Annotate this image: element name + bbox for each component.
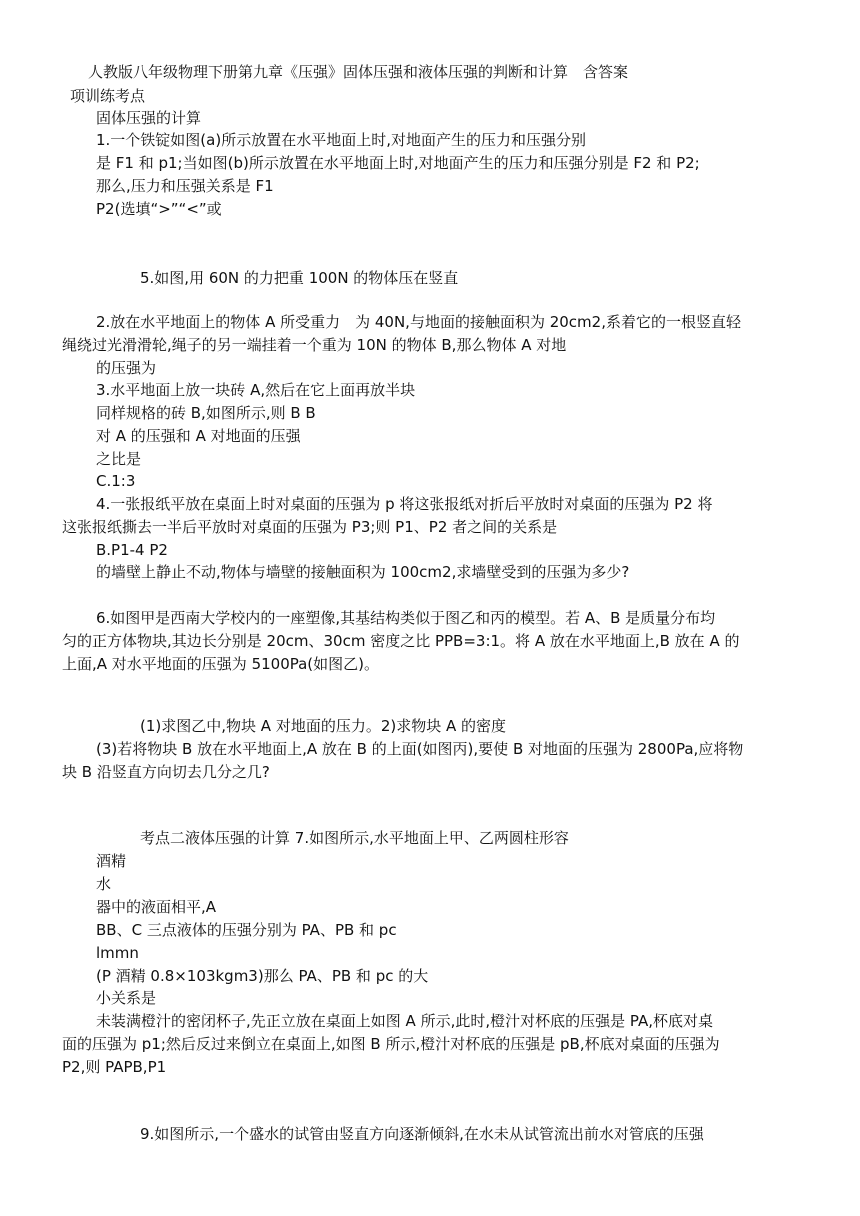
question-6-sub: (1)求图乙中,物块 A 对地面的压力。2)求物块 A 的密度 (140, 717, 507, 735)
question-7-line: 考点二液体压强的计算 7.如图所示,水平地面上甲、乙两圆柱形容 (140, 829, 569, 847)
question-6-line: 上面,A 对水平地面的压强为 5100Pa(如图乙)。 (62, 655, 380, 673)
question-1-line: 是 F1 和 p1;当如图(b)所示放置在水平地面上时,对地面产生的压力和压强分别是 F2 和 P2; (96, 154, 700, 172)
question-4-answer: B.P1-4 P2 (96, 541, 168, 559)
question-2-line: 绳绕过光滑滑轮,绳子的另一端挂着一个重为 10N 的物体 B,那么物体 A 对地 (62, 336, 567, 354)
subsection-heading: 固体压强的计算 (96, 109, 202, 127)
question-3-answer: C.1:3 (96, 472, 136, 490)
question-2-line: 的压强为 (96, 359, 157, 377)
question-4-line: 4.一张报纸平放在桌面上时对桌面的压强为 p 将这张报纸对折后平放时对桌面的压强为 P2 将 (96, 495, 713, 513)
question-7-line: BB、C 三点液体的压强分别为 PA、PB 和 pc (96, 921, 397, 939)
question-3-line: 同样规格的砖 B,如图所示,则 B B (96, 404, 316, 422)
question-7-line: 器中的液面相平,A (96, 898, 217, 916)
question-7-line: (P 酒精 0.8×103kgm3)那么 PA、PB 和 pc 的大 (96, 967, 429, 985)
question-7-label: 水 (96, 875, 112, 893)
question-7-line: 小关系是 (96, 989, 157, 1007)
section-heading: 项训练考点 (70, 87, 146, 105)
question-1-line: 1.一个铁锭如图(a)所示放置在水平地面上时,对地面产生的压力和压强分别 (96, 131, 586, 149)
question-4-line: 这张报纸撕去一半后平放时对桌面的压强为 P3;则 P1、P2 者之间的关系是 (62, 518, 558, 536)
question-6-sub: (3)若将物块 B 放在水平地面上,A 放在 B 的上面(如图丙),要使 B 对地面的压强为 2800Pa,应将物 (96, 740, 744, 758)
question-6-line: 6.如图甲是西南大学校内的一座塑像,其基结构类似于图乙和丙的模型。若 A、B 是质量分布均 (96, 609, 716, 627)
question-5-line: 的墙壁上静止不动,物体与墙壁的接触面积为 100cm2,求墙壁受到的压强为多少? (96, 563, 630, 581)
question-2-line: 2.放在水平地面上的物体 A 所受重力 为 40N,与地面的接触面积为 20cm2,系着它的一根竖直轻 (96, 313, 741, 331)
question-8-line: P2,则 PAPB,P1 (62, 1058, 167, 1076)
question-8-line: 面的压强为 p1;然后反过来倒立在桌面上,如图 B 所示,橙汁对杯底的压强是 pB,杯底对桌面的压强为 (62, 1035, 720, 1053)
question-3-line: 3.水平地面上放一块砖 A,然后在它上面再放半块 (96, 381, 416, 399)
question-3-line: 之比是 (96, 450, 142, 468)
question-3-line: 对 A 的压强和 A 对地面的压强 (96, 427, 301, 445)
question-1-line: P2(选填“>”“<”或 (96, 200, 222, 218)
question-5-line: 5.如图,用 60N 的力把重 100N 的物体压在竖直 (140, 269, 459, 287)
question-7-label: 酒精 (96, 852, 127, 870)
question-6-line: 匀的正方体物块,其边长分别是 20cm、30cm 密度之比 PPB=3:1。将 A 放在水平地面上,B 放在 A 的 (62, 632, 740, 650)
document-title: 人教版八年级物理下册第九章《压强》固体压强和液体压强的判断和计算 含答案 (88, 63, 629, 81)
question-8-line: 未装满橙汁的密闭杯子,先正立放在桌面上如图 A 所示,此时,橙汁对杯底的压强是 PA,杯底对桌 (96, 1012, 713, 1030)
question-1-line: 那么,压力和压强关系是 F1 (96, 177, 274, 195)
question-9-line: 9.如图所示,一个盛水的试管由竖直方向逐渐倾斜,在水未从试管流出前水对管底的压强 (140, 1125, 704, 1143)
question-6-sub: 块 B 沿竖直方向切去几分之几? (62, 763, 270, 781)
question-7-label: lmmn (96, 944, 139, 962)
